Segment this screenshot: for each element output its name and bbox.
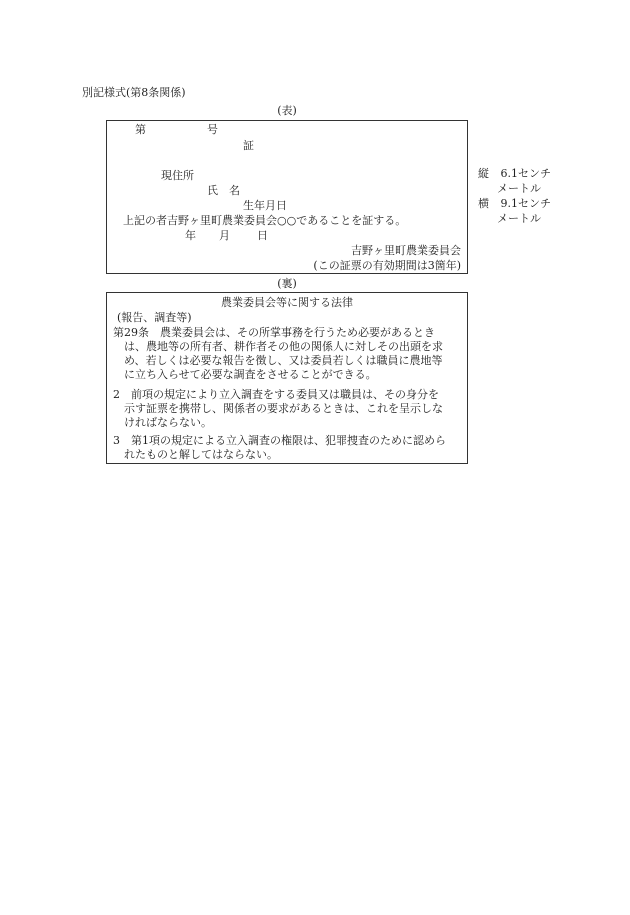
certification-statement: 上記の者吉野ヶ里町農業委員会○○であることを証する。 <box>123 214 407 227</box>
article-line: は、農地等の所有者、耕作者その他の関係人に対しその出頭を求 <box>113 340 443 353</box>
paragraph-3 <box>113 434 461 462</box>
date-year: 年 <box>185 229 196 242</box>
front-card <box>106 120 468 274</box>
height-unit-cont: メートル <box>497 182 541 195</box>
name-label: 氏 名 <box>207 184 240 197</box>
size-width <box>478 197 551 211</box>
width-unit-cont: メートル <box>497 212 541 225</box>
height-label: 縦 <box>478 167 489 180</box>
article-29-paragraph <box>113 326 461 382</box>
paragraph-line: 2 前項の規定により立入調査をする委員又は職員は、その身分を <box>113 388 439 401</box>
back-side-label: (裏) <box>277 277 297 290</box>
height-value: 6.1センチ <box>500 167 551 180</box>
width-value: 9.1センチ <box>500 197 551 210</box>
paragraph-line: 示す証票を携帯し、関係者の要求があるときは、これを呈示しな <box>113 402 443 415</box>
paragraph-line: れたものと解してはならない。 <box>113 448 278 461</box>
cert-char: 証 <box>243 139 254 152</box>
paragraph-line: ければならない。 <box>113 416 212 429</box>
article-line: 第29条 農業委員会は、その所掌事務を行うため必要があるとき <box>113 326 435 339</box>
birthdate-label: 生年月日 <box>243 199 287 212</box>
date-month: 月 <box>219 229 230 242</box>
date-day: 日 <box>257 229 268 242</box>
address-label: 現住所 <box>161 169 194 182</box>
form-heading: 別記様式(第8条関係) <box>82 86 186 99</box>
width-label: 横 <box>478 197 489 210</box>
issuer-name: 吉野ヶ里町農業委員会 <box>351 244 461 257</box>
validity-note: (この証票の有効期間は3箇年) <box>313 259 461 272</box>
number-suffix: 号 <box>207 123 218 136</box>
article-line: に立ち入らせて必要な調査をさせることができる。 <box>113 368 377 381</box>
article-line: め、若しくは必要な報告を徴し、又は委員若しくは職員に農地等 <box>113 354 443 367</box>
size-height <box>478 167 551 181</box>
law-title: 農業委員会等に関する法律 <box>221 296 353 309</box>
paragraph-line: 3 第1項の規定による立入調査の権限は、犯罪捜査のために認めら <box>113 434 446 447</box>
paragraph-2 <box>113 388 461 430</box>
front-side-label: (表) <box>277 104 297 117</box>
article-caption: (報告、調査等) <box>117 311 192 324</box>
back-card <box>106 292 468 464</box>
number-prefix: 第 <box>135 123 146 136</box>
